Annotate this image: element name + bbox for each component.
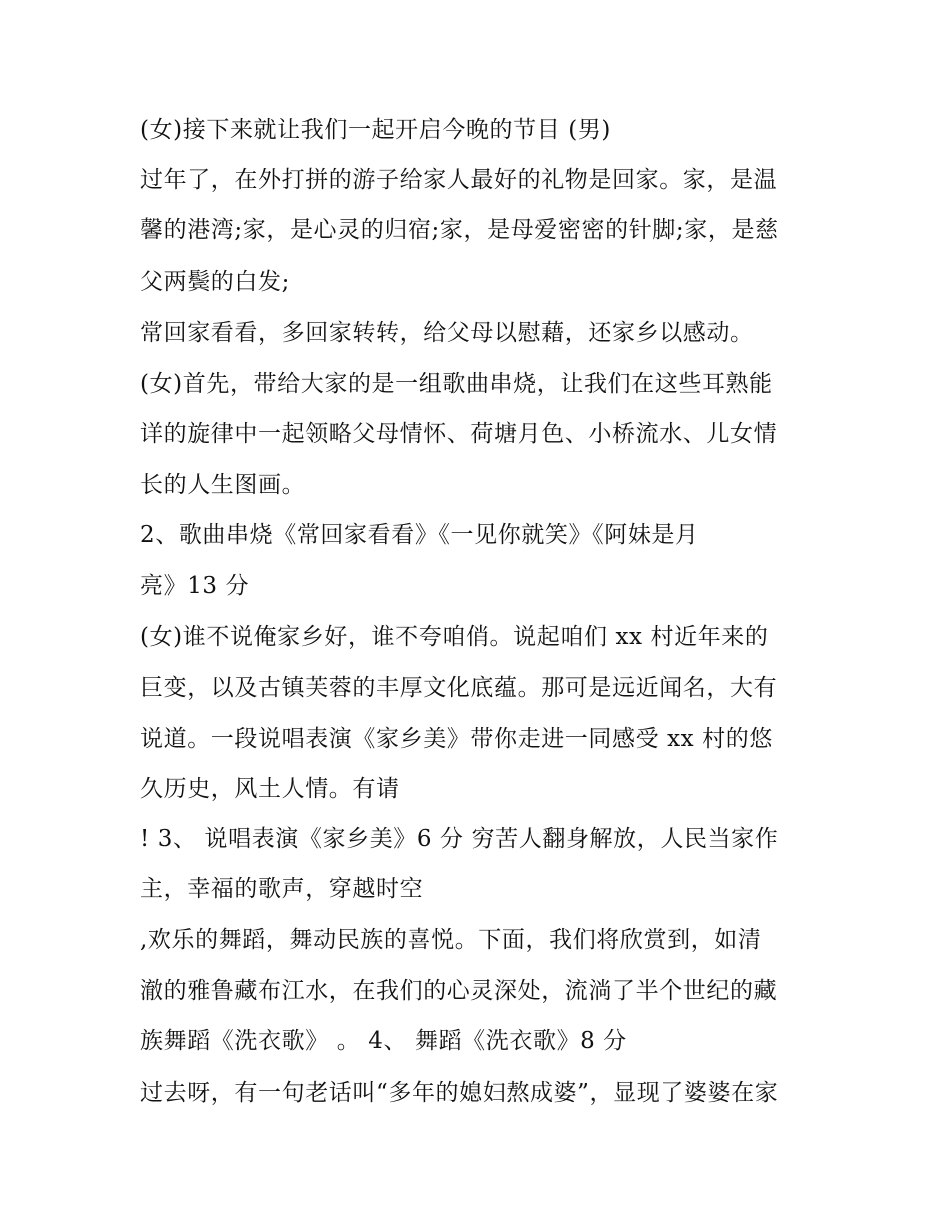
text-line: 族舞蹈《洗衣歌》 。 4、 舞蹈《洗衣歌》8 分 bbox=[140, 1028, 627, 1054]
text-line: 过去呀，有一句老话叫“多年的媳妇熬成婆”，显现了婆婆在家 bbox=[140, 1080, 779, 1106]
text-line: 馨的港湾;家，是心灵的归宿;家，是母爱密密的针脚;家，是慈 bbox=[140, 217, 779, 243]
text-line: 过年了，在外打拼的游子给家人最好的礼物是回家。家，是温 bbox=[140, 167, 778, 193]
text-line: 说道。一段说唱表演《家乡美》带你走进一同感受 xx 村的悠 bbox=[140, 726, 773, 752]
text-line: 父两鬓的白发; bbox=[140, 269, 290, 295]
text-line: 澈的雅鲁藏布江水，在我们的心灵深处，流淌了半个世纪的藏 bbox=[140, 978, 778, 1004]
text-line: ! 3、 说唱表演《家乡美》6 分 穷苦人翻身解放，人民当家作 bbox=[140, 826, 779, 852]
text-line: 亮》13 分 bbox=[140, 573, 250, 599]
text-line: 久历史，风土人情。有请 bbox=[140, 776, 400, 802]
text-line: (女)首先，带给大家的是一组歌曲串烧，让我们在这些耳熟能 bbox=[140, 371, 773, 397]
text-line: 巨变，以及古镇芙蓉的丰厚文化底蕴。那可是远近闻名，大有 bbox=[140, 675, 778, 701]
text-line: (女)谁不说俺家乡好，谁不夸咱俏。说起咱们 xx 村近年来的 bbox=[140, 624, 769, 650]
text-line: 主，幸福的歌声，穿越时空 bbox=[140, 876, 424, 902]
text-line: ,欢乐的舞蹈，舞动民族的喜悦。下面，我们将欣赏到，如清 bbox=[140, 927, 762, 953]
text-line: (女)接下来就让我们一起开启今晚的节目 (男) bbox=[140, 117, 612, 143]
text-line: 2、歌曲串烧《常回家看看》《一见你就笑》《阿妹是月 bbox=[140, 522, 699, 548]
text-line: 长的人生图画。 bbox=[140, 472, 306, 498]
text-line: 详的旋律中一起领略父母情怀、荷塘月色、小桥流水、儿女情 bbox=[140, 421, 778, 447]
text-line: 常回家看看，多回家转转，给父母以慰藉，还家乡以感动。 bbox=[140, 320, 754, 346]
